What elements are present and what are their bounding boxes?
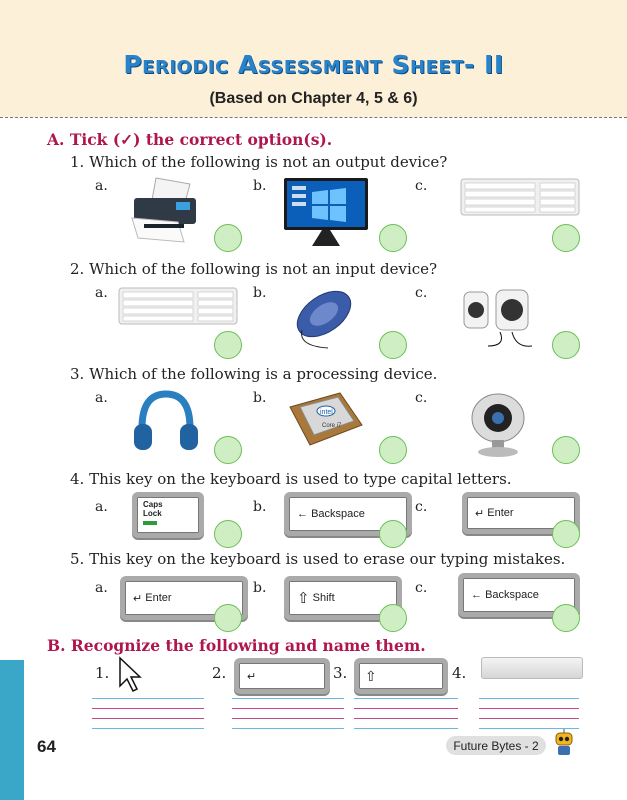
q1-option-a: a. (95, 178, 108, 194)
q3-option-b: b. (253, 390, 267, 406)
q2-answer-a[interactable] (214, 331, 242, 359)
page-subtitle: (Based on Chapter 4, 5 & 6) (209, 90, 418, 107)
question-2: 2. Which of the following is not an input device? (70, 260, 438, 278)
q3-answer-a[interactable] (214, 436, 242, 464)
shift-arrow-icon: ⇧ (365, 667, 377, 684)
q4-option-c: c. (415, 499, 428, 515)
section-a-heading: A. Tick (✓) the correct option(s). (47, 130, 333, 149)
question-1: 1. Which of the following is not an output device? (70, 153, 448, 171)
enter-key: ↵ Enter (120, 576, 248, 620)
q4-option-a: a. (95, 499, 108, 515)
q4-answer-b[interactable] (379, 520, 407, 548)
shift-key (354, 658, 448, 694)
keyboard-icon (118, 287, 238, 327)
svg-text:intel: intel (320, 409, 333, 416)
item-2-number: 2. (212, 664, 227, 682)
robot-mascot-icon (551, 729, 577, 759)
q1-answer-a[interactable] (214, 224, 242, 252)
q1-answer-c[interactable] (552, 224, 580, 252)
q5-option-c: c. (415, 580, 428, 596)
item-4-number: 4. (452, 664, 467, 682)
mouse-icon (288, 288, 360, 350)
q2-option-b: b. (253, 285, 267, 301)
section-b-heading: B. Recognize the following and name them. (47, 636, 426, 655)
book-title-badge: Future Bytes - 2 (446, 736, 546, 755)
q3-answer-b[interactable] (379, 436, 407, 464)
q2-answer-c[interactable] (552, 331, 580, 359)
shift-arrow-icon: ⇧ (297, 590, 310, 607)
q5-answer-b[interactable] (379, 604, 407, 632)
printer-icon (128, 176, 203, 246)
divider (0, 117, 627, 118)
q4-answer-c[interactable] (552, 520, 580, 548)
question-3: 3. Which of the following is a processing device. (70, 365, 438, 383)
q2-answer-b[interactable] (379, 331, 407, 359)
caps-lock-indicator (143, 521, 157, 525)
svg-text:Core i7: Core i7 (322, 423, 342, 429)
monitor-icon (282, 176, 370, 248)
q5-answer-c[interactable] (552, 604, 580, 632)
cursor-arrow-icon (117, 656, 143, 694)
q3-option-a: a. (95, 390, 108, 406)
return-arrow-icon: ↵ (475, 507, 485, 520)
q5-option-b: b. (253, 580, 267, 596)
q2-option-a: a. (95, 285, 108, 301)
arrow-left-icon: ← (471, 589, 482, 601)
decorative-side-strip (0, 660, 24, 800)
spacebar-key (481, 657, 583, 679)
webcam-icon (468, 388, 528, 460)
speakers-icon (460, 288, 540, 352)
shift-key: ⇧ Shift (284, 576, 402, 620)
backspace-key: ← Backspace (284, 492, 412, 536)
q4-option-b: b. (253, 499, 267, 515)
q4-answer-a[interactable] (214, 520, 242, 548)
q1-option-c: c. (415, 178, 428, 194)
return-arrow-icon: ↵ (247, 670, 257, 683)
q2-option-c: c. (415, 285, 428, 301)
question-4: 4. This key on the keyboard is used to type capital letters. (70, 470, 512, 488)
caps-lock-key: Caps Lock (132, 492, 204, 538)
item-3-number: 3. (333, 664, 348, 682)
q3-answer-c[interactable] (552, 436, 580, 464)
processor-icon (286, 389, 366, 451)
q5-answer-a[interactable] (214, 604, 242, 632)
page-title: Periodic Assessment Sheet- II (123, 50, 504, 79)
q3-option-c: c. (415, 390, 428, 406)
return-arrow-icon: ↵ (133, 592, 143, 605)
arrow-left-icon: ← (297, 508, 308, 520)
q1-option-b: b. (253, 178, 267, 194)
question-5: 5. This key on the keyboard is used to erase our typing mistakes. (70, 550, 566, 568)
headphones-icon (130, 388, 200, 458)
page-number: 64 (37, 737, 56, 756)
q5-option-a: a. (95, 580, 108, 596)
backspace-key: ← Backspace (458, 573, 580, 617)
enter-key: ↵ Enter (462, 492, 580, 534)
keyboard-icon (460, 178, 580, 218)
enter-key (234, 658, 330, 694)
item-1-number: 1. (95, 664, 110, 682)
tick-mark: ✓ (120, 130, 134, 149)
q1-answer-b[interactable] (379, 224, 407, 252)
